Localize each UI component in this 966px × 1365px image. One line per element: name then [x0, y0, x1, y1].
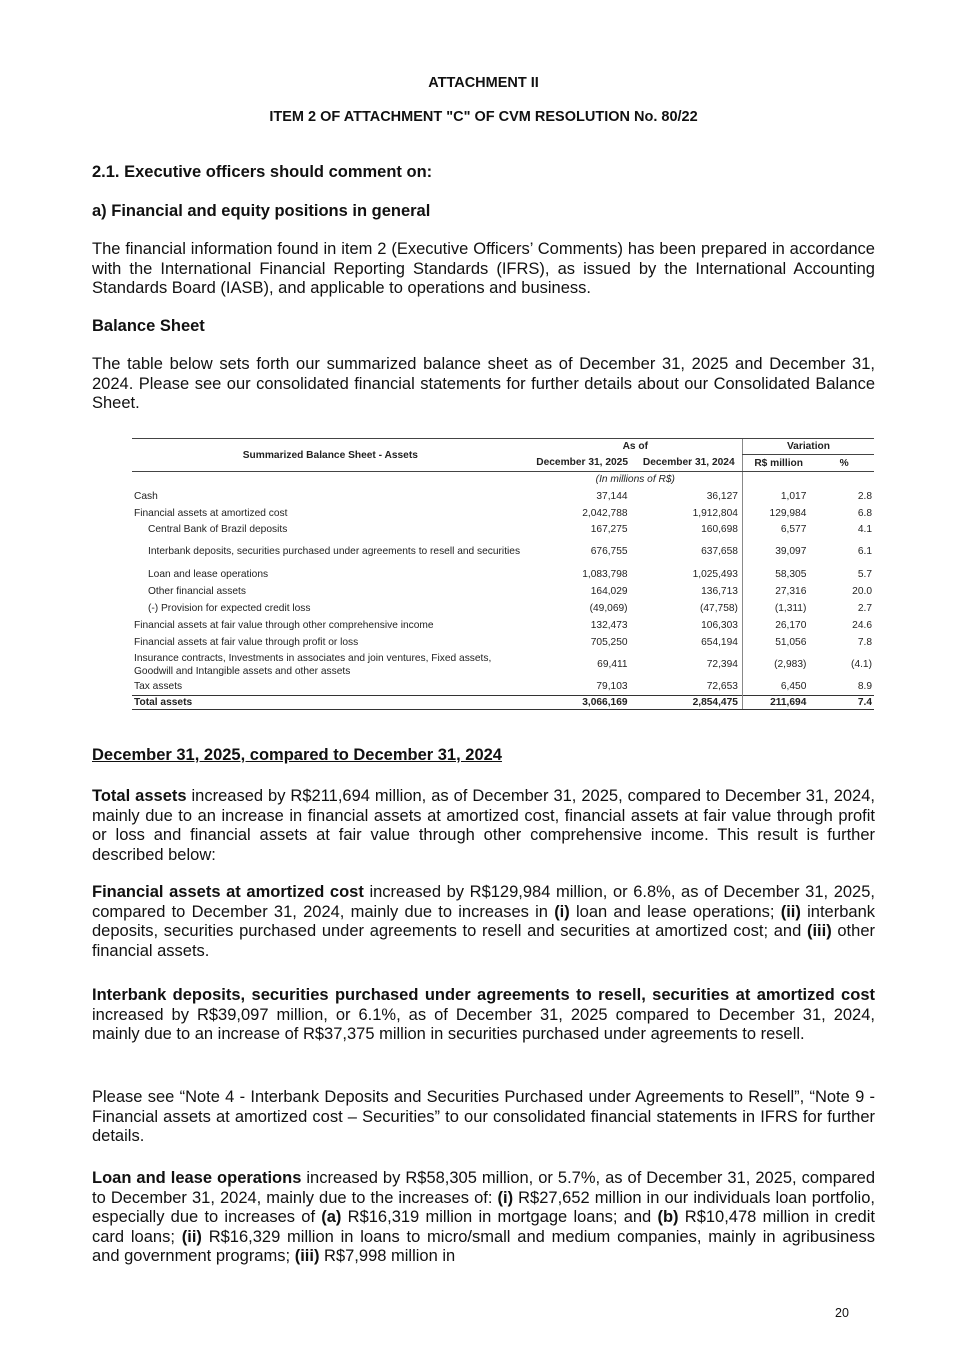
value-2024: 106,303: [701, 619, 738, 631]
value-2024: 72,394: [706, 659, 738, 670]
row-label: Central Bank of Brazil deposits: [148, 524, 288, 535]
unit-note: (In millions of R$): [595, 474, 675, 486]
table-row: [132, 583, 874, 600]
balance-sheet-intro: The table below sets forth our summarized balance sheet as of December 31, 2025 and December 31, 2024. Please see our consolidated financial statements for further details about our Consolidated Balance Sheet.: [92, 355, 875, 413]
bold-term: Interbank deposits, securities purchased under agreements to resell, securities at amortized cost: [92, 986, 875, 1004]
intro-paragraph: The financial information found in item 2 (Executive Officers’ Comments) has been prepared in accordance with the International Financial Reporting Standards (IFRS), as issued by the International Accounting Standards Board (IASB), and applicable to operations and business.: [92, 240, 875, 298]
list-marker: (iii): [294, 1247, 320, 1266]
variation-million: 6,450: [742, 679, 814, 696]
variation-million: (2,983): [742, 651, 814, 679]
variation-pct: 8.9: [857, 681, 872, 693]
paragraph-text: R$27,652 million in our individuals loan portfolio, especially due to increases of: [92, 1188, 875, 1227]
value-2024: 637,658: [701, 546, 738, 557]
variation-pct: 4.1: [857, 524, 872, 535]
variation-million: 51,056: [742, 634, 814, 651]
value-2024: 654,194: [701, 636, 738, 648]
value-2025: 3,066,169: [529, 696, 636, 710]
as-of-header: As of: [529, 439, 743, 455]
value-2025: 37,144: [596, 490, 628, 502]
value-2024: 1,025,493: [692, 568, 738, 580]
list-marker: (b): [657, 1208, 679, 1227]
total-assets-paragraph: [92, 787, 875, 865]
table-row: [132, 634, 874, 651]
value-2025: 69,411: [597, 659, 628, 670]
paragraph-text: increased by R$129,984 million, or 6.8%, as of December 31, 2025, compared to December 31, 2024, mainly due to increases in: [92, 883, 875, 921]
list-marker: (i): [497, 1188, 514, 1207]
value-2024: 2,854,475: [636, 696, 743, 710]
loans-paragraph: [92, 1169, 875, 1267]
variation-pct: (4.1): [851, 659, 872, 670]
paragraph-text: increased by R$58,305 million, or 5.7%, as of December 31, 2025, compared to December 31, 2024, mainly due to the increases of:: [92, 1169, 875, 1207]
table-row: [132, 617, 874, 634]
variation-header: Variation: [742, 439, 874, 455]
list-marker: (ii): [181, 1227, 202, 1246]
table-total-row: [132, 696, 874, 710]
col-header-2024: December 31, 2024: [636, 455, 743, 472]
row-label: Tax assets: [134, 681, 183, 693]
value-2025: 2,042,788: [582, 507, 628, 519]
variation-million: 26,170: [742, 617, 814, 634]
value-2025: 705,250: [590, 636, 628, 648]
value-2025: 164,029: [590, 585, 628, 597]
value-2025: (49,069): [589, 602, 628, 614]
table-row: [132, 522, 874, 538]
paragraph-text: other financial assets.: [92, 922, 875, 960]
value-2024: 1,912,804: [692, 507, 738, 519]
variation-pct: 5.7: [857, 568, 872, 580]
comparison-heading: December 31, 2025, compared to December 31, 2024: [92, 746, 502, 764]
amortized-cost-paragraph: [92, 883, 875, 961]
list-marker: (a): [321, 1208, 342, 1227]
bold-term: Total assets: [92, 787, 187, 805]
variation-million: 58,305: [742, 566, 814, 583]
row-label: Cash: [134, 490, 158, 502]
variation-million: 39,097: [742, 538, 814, 566]
list-marker: (iii): [806, 922, 832, 941]
value-2025: 132,473: [590, 619, 628, 631]
variation-pct: 6.8: [857, 507, 872, 519]
table-title: Summarized Balance Sheet - Assets: [132, 439, 529, 472]
table-row: [132, 566, 874, 583]
table-row: [132, 538, 874, 566]
item-subtitle: ITEM 2 OF ATTACHMENT "C" OF CVM RESOLUTION No. 80/22: [269, 109, 698, 125]
variation-pct: 20.0: [852, 585, 872, 597]
value-2025: 167,275: [590, 524, 628, 535]
value-2024: 72,653: [706, 681, 738, 693]
table-row: [132, 600, 874, 617]
subsection-title: a) Financial and equity positions in general: [92, 202, 431, 220]
row-label: Insurance contracts, Investments in associates and join ventures, Fixed assets, Goodwill and Intangible assets and other assets: [134, 652, 492, 677]
table-row: [132, 651, 874, 679]
paragraph-text: interbank deposits, securities purchased under agreements to resell and securities at amortized cost; and: [92, 902, 875, 941]
row-label: Other financial assets: [148, 585, 246, 597]
value-2024: 36,127: [706, 490, 738, 502]
paragraph-text: R$7,998 million in: [319, 1247, 456, 1266]
attachment-title: ATTACHMENT II: [428, 75, 539, 91]
page-number: 20: [835, 1306, 849, 1320]
variation-pct: 7.8: [857, 636, 872, 648]
variation-pct: 2.7: [857, 602, 872, 614]
paragraph-text: R$10,478 million in credit card loans;: [92, 1208, 875, 1246]
value-2025: 676,755: [590, 546, 628, 557]
variation-pct: 7.4: [814, 696, 874, 710]
paragraph-text: increased by R$211,694 million, as of December 31, 2025, compared to December 31, 2024, mainly due to an increase in financial assets at amortized cost, financial assets at fair value through profit or loss and financial assets at fair value through other comprehensive income. This result is further described below:: [92, 787, 875, 864]
variation-pct: 24.6: [852, 619, 872, 631]
variation-pct: 6.1: [857, 546, 872, 557]
row-label: Financial assets at amortized cost: [134, 507, 288, 519]
variation-pct: 2.8: [857, 490, 872, 502]
row-label: (-) Provision for expected credit loss: [148, 602, 311, 614]
row-label: Total assets: [132, 696, 529, 710]
value-2024: (47,758): [699, 602, 738, 614]
bold-term: Financial assets at amortized cost: [92, 883, 364, 901]
value-2025: 79,103: [596, 681, 628, 693]
section-title: 2.1. Executive officers should comment on:: [92, 163, 433, 181]
table-row: [132, 505, 874, 522]
variation-million: 129,984: [742, 505, 814, 522]
paragraph-text: R$16,329 million in loans to micro/small and medium companies, mainly in agribusiness and government programs;: [92, 1227, 876, 1266]
paragraph-text: R$16,319 million in mortgage loans; and: [341, 1208, 658, 1227]
value-2025: 1,083,798: [582, 568, 628, 580]
row-label: Financial assets at fair value through profit or loss: [134, 636, 359, 648]
col-header-2025: December 31, 2025: [529, 455, 636, 472]
row-label: Loan and lease operations: [148, 568, 269, 580]
balance-sheet-heading: Balance Sheet: [92, 317, 205, 335]
variation-million: (1,311): [742, 600, 814, 617]
paragraph-text: loan and lease operations;: [569, 902, 781, 921]
value-2024: 136,713: [701, 585, 738, 597]
balance-sheet-table: [132, 438, 874, 710]
paragraph-text: increased by R$39,097 million, or 6.1%, as of December 31, 2025 compared to December 31, 2024, mainly due to an increase of R$37,375 million in securities purchased under agreements to resell.: [92, 1005, 875, 1044]
variation-million: 27,316: [742, 583, 814, 600]
col-header-var-million: R$ million: [742, 455, 814, 472]
variation-million: 211,694: [742, 696, 814, 710]
list-marker: (ii): [780, 902, 801, 921]
list-marker: (i): [554, 902, 570, 921]
bold-term: Loan and lease operations: [92, 1169, 302, 1187]
row-label: Financial assets at fair value through other comprehensive income: [134, 619, 434, 631]
variation-million: 6,577: [742, 522, 814, 538]
col-header-var-pct: %: [814, 455, 874, 472]
notes-reference-paragraph: Please see “Note 4 - Interbank Deposits and Securities Purchased under Agreements to Resell”, “Note 9 - Financial assets at amortized cost – Securities” to our consolidated financial statements in IFRS for further details.: [92, 1088, 875, 1146]
row-label: Interbank deposits, securities purchased under agreements to resell and securities: [148, 546, 521, 557]
value-2024: 160,698: [701, 524, 738, 535]
table-row: [132, 488, 874, 505]
variation-million: 1,017: [742, 488, 814, 505]
table-row: [132, 679, 874, 696]
interbank-paragraph: [92, 986, 875, 1045]
